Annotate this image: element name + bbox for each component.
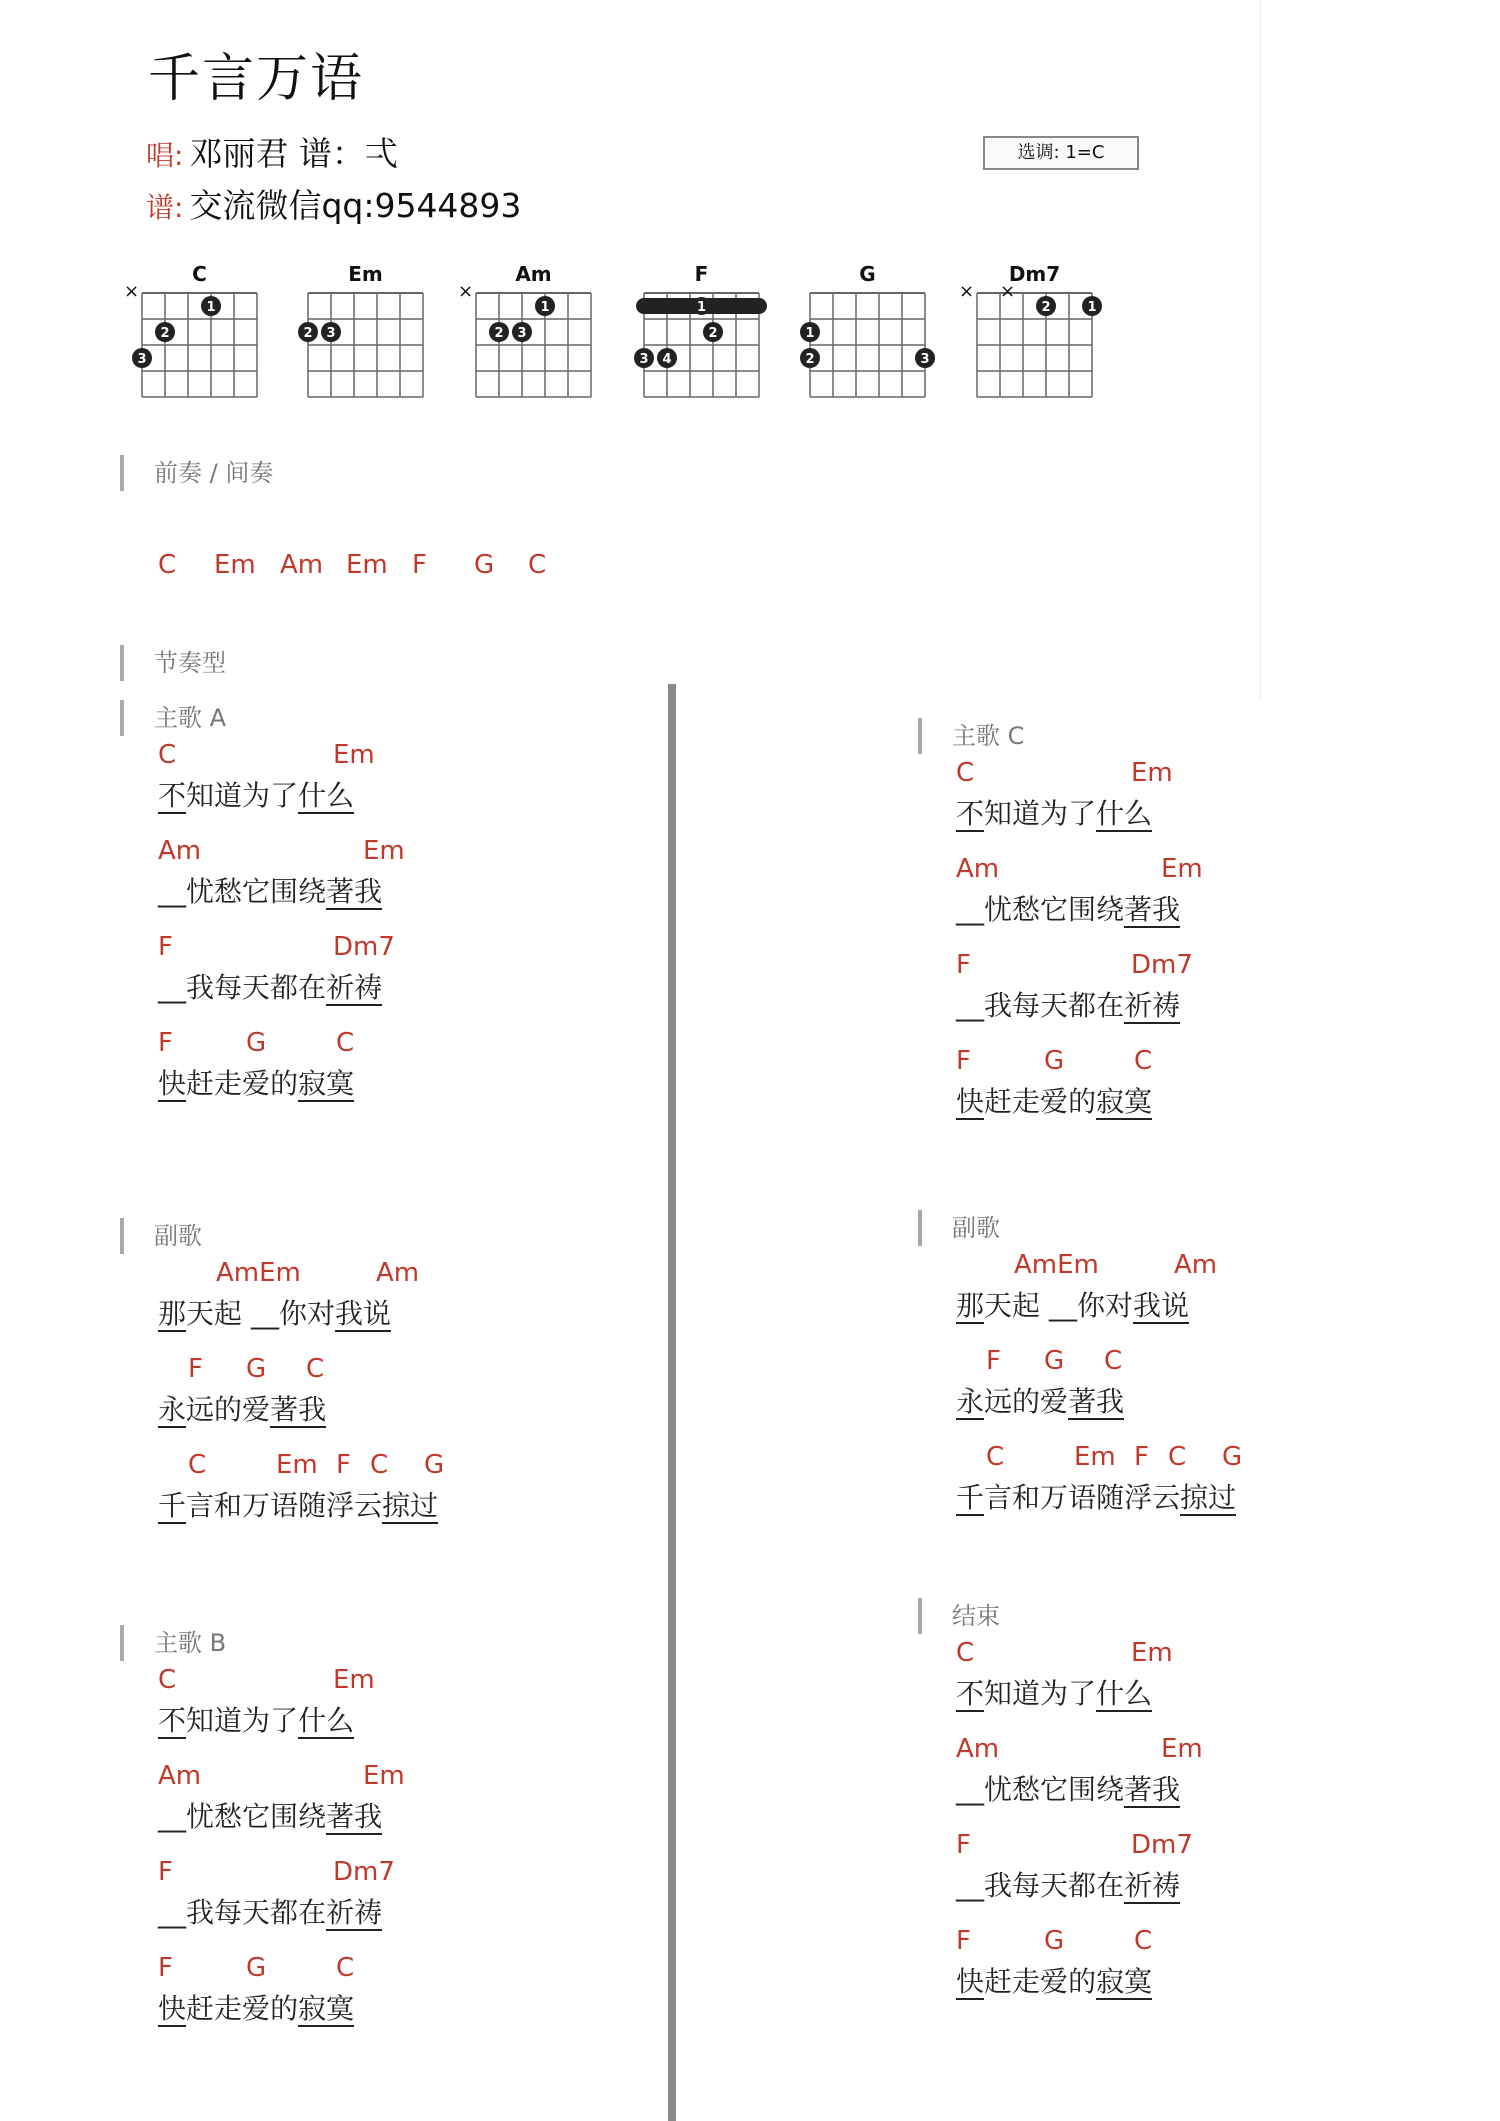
chord-symbol: C <box>1168 1442 1187 1472</box>
finger-number: 1 <box>206 300 216 315</box>
chord-symbol: G <box>246 1953 267 1983</box>
intro-chord: Em <box>214 550 256 580</box>
chord-symbol: Dm7 <box>1131 950 1193 980</box>
singer-value: 邓丽君 谱：弌 <box>189 134 398 173</box>
header-panel <box>0 0 1261 700</box>
chord-symbol: Dm7 <box>1131 1830 1193 1860</box>
chord-symbol: G <box>1222 1442 1243 1472</box>
chord-line <box>956 1246 1236 1286</box>
chord-symbol: G <box>1044 1926 1065 1956</box>
section-heading: 前奏 / 间奏 <box>120 455 273 491</box>
lyric-line: 不知道为了什么 <box>158 779 355 812</box>
chord-symbol: F <box>158 932 173 962</box>
mute-mark: × <box>1000 281 1016 302</box>
chord-symbol: C <box>1134 1046 1153 1076</box>
intro-chord: F <box>412 550 427 580</box>
chord-line <box>956 1730 1203 1770</box>
lyric-line: 永远的爱著我 <box>956 1385 1125 1418</box>
chord-line <box>158 1254 438 1294</box>
chord-line <box>956 946 1193 986</box>
section-heading: 结束 <box>918 1598 1180 1634</box>
chord-line <box>956 1042 1180 1082</box>
chord-diagram-c <box>124 262 272 410</box>
intro-chord: C <box>528 550 547 580</box>
finger-number: 3 <box>920 352 930 367</box>
chord-diagram-am <box>458 262 606 410</box>
chord-symbol: Em <box>1131 758 1173 788</box>
chord-symbol: G <box>1044 1346 1065 1376</box>
chord-symbol: Am <box>376 1258 420 1288</box>
intro-chord: Em <box>346 550 388 580</box>
chord-line <box>158 1350 438 1390</box>
lyric-line: __我每天都在祈祷 <box>158 1896 383 1929</box>
song-section <box>918 1598 1203 2018</box>
chord-diagram-f <box>634 262 774 410</box>
key-select-button[interactable]: 选调: 1=C <box>983 136 1139 170</box>
chord-name: C <box>192 262 207 286</box>
chord-diagram-g <box>800 262 940 410</box>
lyric-line: 千言和万语随浮云掠过 <box>956 1481 1237 1514</box>
chord-name: G <box>859 262 876 286</box>
chord-line <box>956 1342 1236 1382</box>
chord-name: Dm7 <box>1008 262 1061 286</box>
chord-line <box>158 1949 382 1989</box>
chord-symbol: Am <box>956 1734 1000 1764</box>
chord-symbol: C <box>1104 1346 1123 1376</box>
score-line <box>146 180 521 227</box>
section-heading: 节奏型 <box>120 645 226 681</box>
chord-symbol: C <box>188 1450 207 1480</box>
chord-symbol: C <box>158 740 177 770</box>
chord-line <box>158 1024 382 1064</box>
lyric-line: __我每天都在祈祷 <box>956 1869 1181 1902</box>
song-title: 千言万语 <box>148 49 365 109</box>
chord-symbol: F <box>158 1028 173 1058</box>
chord-line <box>956 1922 1180 1962</box>
lyric-line: __忧愁它围绕著我 <box>158 875 383 908</box>
finger-number: 3 <box>517 326 527 341</box>
sing-label: 唱: <box>146 139 184 172</box>
chord-symbol: G <box>424 1450 445 1480</box>
chord-symbol: F <box>956 1830 971 1860</box>
lyric-line: 不知道为了什么 <box>158 1704 355 1737</box>
lyric-line: 不知道为了什么 <box>956 1677 1153 1710</box>
chord-symbol: F <box>956 950 971 980</box>
finger-number: 4 <box>662 352 672 367</box>
song-section <box>120 1218 445 1542</box>
finger-number: 2 <box>494 326 504 341</box>
chord-symbol: C <box>158 1665 177 1695</box>
chord-line <box>956 1438 1243 1478</box>
lyric-line: 那天起 __你对我说 <box>158 1297 392 1330</box>
chord-symbol: C <box>336 1028 355 1058</box>
lyric-line: 千言和万语随浮云掠过 <box>158 1489 439 1522</box>
chord-symbol: AmEm <box>216 1258 301 1288</box>
chord-symbol: F <box>158 1953 173 1983</box>
chord-symbol: C <box>336 1953 355 1983</box>
chord-line <box>158 1661 382 1701</box>
song-section <box>918 1210 1243 1534</box>
chord-symbol: C <box>306 1354 325 1384</box>
chord-symbol: G <box>1044 1046 1065 1076</box>
chord-symbol: F <box>158 1857 173 1887</box>
chord-symbol: F <box>986 1346 1001 1376</box>
finger-number: 1 <box>1087 300 1097 315</box>
lyric-line: __我每天都在祈祷 <box>158 971 383 1004</box>
chord-symbol: Em <box>276 1450 318 1480</box>
chord-symbol: Em <box>1161 854 1203 884</box>
chord-symbol: Am <box>956 854 1000 884</box>
lyric-line: __忧愁它围绕著我 <box>158 1800 383 1833</box>
lyric-line: 快赶走爱的寂寞 <box>956 1085 1153 1118</box>
chord-symbol: Em <box>333 740 375 770</box>
chord-symbol: C <box>956 1638 975 1668</box>
mute-mark: × <box>959 281 975 302</box>
chord-symbol: Em <box>363 836 405 866</box>
chord-symbol: C <box>1134 1926 1153 1956</box>
song-section <box>918 718 1203 1138</box>
chord-line <box>158 1757 405 1797</box>
intro-chord: C <box>158 550 177 580</box>
chord-line <box>158 928 395 968</box>
chord-line <box>158 736 382 776</box>
chord-line <box>956 1826 1193 1866</box>
chord-symbol: Em <box>1074 1442 1116 1472</box>
chord-diagram-dm7 <box>959 262 1107 410</box>
chord-symbol: F <box>956 1046 971 1076</box>
rhythm-section <box>120 645 226 681</box>
chord-symbol: Em <box>333 1665 375 1695</box>
finger-number: 1 <box>540 300 550 315</box>
finger-number: 3 <box>639 352 649 367</box>
singer-line <box>146 128 398 175</box>
chord-line <box>158 1446 445 1486</box>
chord-symbol: Em <box>1131 1638 1173 1668</box>
chord-line <box>956 1634 1180 1674</box>
chord-line <box>158 1853 395 1893</box>
intro-section <box>120 455 273 491</box>
chord-line <box>158 832 405 872</box>
finger-number: 1 <box>696 300 707 315</box>
chord-line <box>956 754 1180 794</box>
intro-chord: Am <box>280 550 324 580</box>
lyric-line: 永远的爱著我 <box>158 1393 327 1426</box>
section-heading: 副歌 <box>120 1218 438 1254</box>
chord-symbol: C <box>986 1442 1005 1472</box>
chord-symbol: G <box>246 1354 267 1384</box>
chord-symbol: C <box>956 758 975 788</box>
chord-line <box>956 850 1203 890</box>
lyric-line: __忧愁它围绕著我 <box>956 893 1181 926</box>
finger-number: 1 <box>805 326 815 341</box>
chord-symbol: Em <box>363 1761 405 1791</box>
chord-name: F <box>694 262 709 286</box>
lyric-line: 那天起 __你对我说 <box>956 1289 1190 1322</box>
finger-number: 2 <box>1041 300 1051 315</box>
lyric-line: 快赶走爱的寂寞 <box>158 1992 355 2025</box>
finger-number: 2 <box>805 352 815 367</box>
lyric-line: 快赶走爱的寂寞 <box>956 1965 1153 1998</box>
chord-symbol: G <box>246 1028 267 1058</box>
chord-symbol: Am <box>158 836 202 866</box>
section-heading: 主歌 B <box>120 1625 382 1661</box>
finger-number: 2 <box>708 326 718 341</box>
chord-symbol: Am <box>158 1761 202 1791</box>
chord-symbol: Am <box>1174 1250 1218 1280</box>
score-value: 交流微信qq:9544893 <box>189 186 522 225</box>
column-divider <box>668 684 676 2121</box>
chord-symbol: F <box>1134 1442 1149 1472</box>
section-heading: 主歌 A <box>120 700 382 736</box>
mute-mark: × <box>458 281 474 302</box>
chord-symbol: Dm7 <box>333 932 395 962</box>
chord-symbol: F <box>188 1354 203 1384</box>
lyric-line: 不知道为了什么 <box>956 797 1153 830</box>
finger-number: 2 <box>160 326 170 341</box>
chord-symbol: C <box>370 1450 389 1480</box>
intro-chord: G <box>474 550 495 580</box>
chord-symbol: F <box>956 1926 971 1956</box>
finger-number: 2 <box>303 326 313 341</box>
section-heading: 主歌 C <box>918 718 1180 754</box>
chord-name: Em <box>348 262 383 286</box>
chord-symbol: Em <box>1161 1734 1203 1764</box>
lyric-line: __我每天都在祈祷 <box>956 989 1181 1022</box>
chord-symbol: AmEm <box>1014 1250 1099 1280</box>
song-section <box>120 1625 405 2045</box>
chord-diagram-em <box>298 262 438 410</box>
song-section <box>120 700 405 1120</box>
chord-symbol: F <box>336 1450 351 1480</box>
chord-symbol: Dm7 <box>333 1857 395 1887</box>
lyric-line: __忧愁它围绕著我 <box>956 1773 1181 1806</box>
finger-number: 3 <box>326 326 336 341</box>
mute-mark: × <box>124 281 140 302</box>
section-heading: 副歌 <box>918 1210 1236 1246</box>
chord-name: Am <box>515 262 552 286</box>
score-label: 谱: <box>146 191 184 224</box>
finger-number: 3 <box>137 352 147 367</box>
lyric-line: 快赶走爱的寂寞 <box>158 1067 355 1100</box>
